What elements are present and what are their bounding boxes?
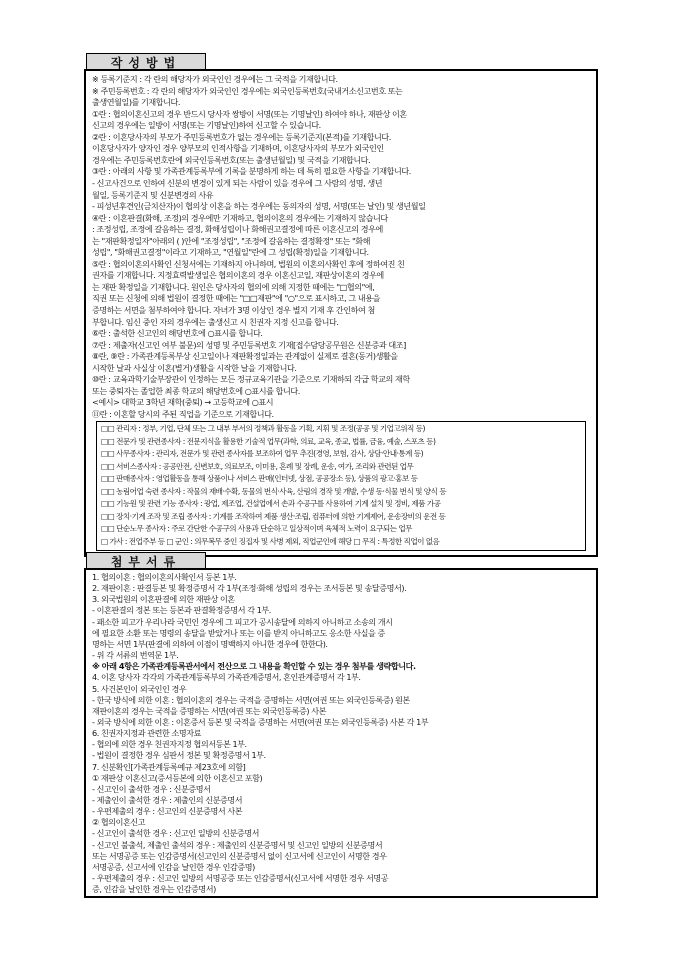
attachment-line: ※ 아래 4항은 가족관계등록관서에서 전산으로 그 내용을 확인할 수 있는 경우 첨부를 생략합니다. xyxy=(92,661,416,672)
instruction-line: ③란 : 아래의 사항 및 가족관계등록부에 기록을 분명하게 하는 데 특히 필요한 사항을 기재합니다. xyxy=(92,166,411,177)
job-category-line: □□ 단순노무 종사자 : 주로 간단한 수공구의 사용과 단순하고 일상적이며 육체적 노력이 요구되는 업무 xyxy=(101,524,412,533)
instruction-line: 경우에는 주민등록번호란에 외국인등록번호(또는 출생년월일) 및 국적을 기재합니다. xyxy=(92,154,371,165)
attachment-line: 증, 인감을 날인한 경우는 인감증명서) xyxy=(92,884,216,895)
attachment-line: 또는 서명공증 또는 인감증명서(신고인의 신분증명서 없이 신고서에 신고인이 서명한 경우 xyxy=(92,850,387,861)
instruction-line: 또는 중퇴자는 졸업한 최종 학교의 해당번호에 ○표시를 합니다. xyxy=(92,385,300,396)
instruction-line: 시작한 날과 사실상 이혼(별거)생활을 시작한 날을 기재합니다. xyxy=(92,362,297,373)
job-category-line: □ 가사 : 전업주부 등 □ 군인 : 의무복무 중인 징집자 및 사병 제외, 직업군인에 해당 □ 무직 : 특정한 직업이 없음 xyxy=(101,536,440,546)
job-category-line: □□ 관리자 : 정부, 기업, 단체 또는 그 내부 부서의 정책과 활동을 기획, 지휘 및 조정(공공 및 기업고위직 등) xyxy=(101,424,425,433)
job-category-line: □□ 장치·기계 조작 및 조립 종사자 : 기계를 조작하여 제품 생산·조립, 컴퓨터에 의한 기계제어, 운송장비의 운전 등 xyxy=(101,511,446,521)
instruction-line: 부합니다. 임신 중인 자의 경우에는 출생신고 시 친권자 지정 신고를 합니다. xyxy=(92,316,339,327)
attachment-line: 서명공증, 신고서에 인감을 날인한 경우 인감증명) xyxy=(92,861,255,872)
attachment-line: 에 필요한 소환 또는 명령의 송달을 받았거나 또는 이를 받지 아니하고도 응소한 사실을 증 xyxy=(92,627,385,638)
attachment-line: - 법원이 결정한 경우 심판서 정본 및 확정증명서 1부. xyxy=(92,750,266,761)
attachments-section-title: 첨부서류 xyxy=(86,552,206,569)
attachment-line: - 우편제출의 경우 : 신고인의 신분증명서 사본 xyxy=(92,806,243,817)
attachment-line: ① 재판상 이혼신고(증서등본에 의한 이혼신고 포함) xyxy=(92,772,263,783)
attachment-line: 2. 재판이혼 : 판결등본 및 확정증명서 각 1부(조정·화해 성립의 경우는 조서등본 및 송달증명서). xyxy=(92,583,407,594)
attachment-line: 명하는 서면 1부(판결에 의하여 이점이 명백하지 아니한 경우에 한한다). xyxy=(92,638,328,649)
instruction-line: - 신고사건으로 인하여 신분의 변경이 있게 되는 사람이 있을 경우에 그 사람의 성명, 생년 xyxy=(92,177,383,188)
instruction-line: 는 재판 확정일을 기재합니다. 원인은 당사자의 협의에 의해 지정한 때에는 "□협의"에, xyxy=(92,281,375,292)
attachment-line: - 신고인이 출석한 경우 : 신분증명서 xyxy=(92,783,211,794)
job-category-table xyxy=(96,421,586,551)
instruction-line: ⑧란, ⑨란 : 가족관계등록부상 신고일이나 재판확정일과는 관계없이 실제로 결혼(동거)생활을 xyxy=(92,351,398,362)
attachment-line: 4. 이혼 당사자 각각의 가족관계등록부의 가족관계증명서, 혼인관계증명서 각 1부. xyxy=(92,672,361,683)
method-section-title: 작성방법 xyxy=(86,53,206,70)
instruction-line: 신고의 경우에는 일방이 서명(또는 기명날인)하여 신고할 수 있습니다. xyxy=(92,120,321,131)
job-category-line: □□ 판매종사자 : 영업활동을 통해 상품이나 서비스 판매(인터넷, 상점, 공공장소 등), 상품의 광고·홍보 등 xyxy=(101,474,418,483)
instruction-line: 성립", "화해권고결정"이라고 기재하고, "연월일"란에 그 성립(확정)일을 기재합니다. xyxy=(92,247,369,258)
attachment-line: 1. 협의이혼 : 협의이혼의사확인서 등본 1부. xyxy=(92,572,237,582)
attachment-line: - 협의에 의한 경우 친권자지정 협의서등본 1부. xyxy=(92,739,247,750)
instruction-line: ⑩란 : 교육과학기술부장관이 인정하는 모든 정규교육기관을 기준으로 기재하되 각급 학교의 재학 xyxy=(92,374,410,385)
instruction-line: 권자를 기재합니다. 지정효력발생일은 협의이혼의 경우 이혼신고일, 재판상이혼의 경우에 xyxy=(92,270,384,281)
attachment-line: - 한국 방식에 의한 이혼 : 협의이혼의 경우는 국적을 증명하는 서면(여권 또는 외국인등록증) 원본 xyxy=(92,694,410,705)
instruction-line: ※ 등록기준지 : 각 란의 해당자가 외국인인 경우에는 그 국적을 기재합니다. xyxy=(92,74,338,84)
instruction-line: ⑪란 : 이혼할 당시의 주된 직업을 기준으로 기재합니다. xyxy=(92,408,274,419)
instruction-line: ①란 : 협의이혼신고의 경우 반드시 당사자 쌍방이 서명(또는 기명날인) 하여야 하나, 재판상 이혼 xyxy=(92,108,407,119)
attachment-line: - 신고인이 출석한 경우 : 신고인 일방의 신분증명서 xyxy=(92,828,259,839)
instruction-line: 증명하는 서면을 첨부하여야 합니다. 자녀가 3명 이상인 경우 별지 기재 후 간인하여 첨 xyxy=(92,305,375,315)
instruction-line: 출생연월일)를 기재합니다. xyxy=(92,97,181,108)
instruction-line: 직권 또는 신청에 의해 법원이 결정한 때에는 "□□재판"에 "○"으로 표시하고, 그 내용을 xyxy=(92,293,380,304)
attachments-box xyxy=(84,568,598,898)
attachment-line: 재판이혼의 경우는 국적을 증명하는 서면(여권 또는 외국인등록증) 사본 xyxy=(92,705,326,716)
job-category-line: □□ 사무종사자 : 관리자, 전문가 및 관련 종사자를 보조하여 업무 추진(경영, 보험, 감사, 상담·안내·통계 등) xyxy=(101,449,423,458)
job-category-line: □□ 농림어업 숙련 종사자 : 작물의 재배·수확, 동물의 번식·사육, 산림의 경작 및 개발, 수생 동·식물 번식 및 양식 등 xyxy=(101,486,446,496)
instruction-line: 는 "재판확정일자"아래의 ( )안에 "조정성립", "조정에 갈음하는 결정확정" 또는 "화해 xyxy=(92,235,370,246)
attachment-line: - 패소한 피고가 우리나라 국민인 경우에 그 피고가 공시송달에 의하지 아니하고 소송의 개시 xyxy=(92,616,393,627)
job-category-line: □□ 전문가 및 관련종사자 : 전문지식을 활용한 기술적 업무(과학, 의료, 교육, 종교, 법률, 금융, 예술, 스포츠 등) xyxy=(101,436,436,446)
attachment-line: - 위 각 서류의 번역문 1부. xyxy=(92,650,179,661)
instruction-line: 이혼당사자가 양자인 경우 양부모의 인적사항을 기재하며, 이혼당사자의 부모가 외국인인 xyxy=(92,143,384,154)
instruction-line: 월일, 등록기준지 및 신분변경의 사유 xyxy=(92,189,214,200)
method-box xyxy=(84,69,598,557)
instruction-line: - 피성년후견인(금치산자)이 협의상 이혼을 하는 경우에는 동의자의 성명, 서명(또는 날인) 및 생년월일 xyxy=(92,201,426,212)
attachment-line: 7. 신분확인[가족관계등록예규 제23호에 의함] xyxy=(92,761,246,772)
instruction-line: ②란 : 이혼당사자의 부모가 주민등록번호가 없는 경우에는 등록기준지(본적)를 기재합니다. xyxy=(92,131,391,142)
instruction-line: ⑥란 : 출석한 신고인의 해당번호에 ○표시를 합니다. xyxy=(92,328,263,339)
attachment-line: - 제출인이 출석한 경우 : 제출인의 신분증명서 xyxy=(92,795,243,805)
instruction-line: ⑤란 : 협의이혼의사확인 신청서에는 기재하지 아니하며, 법원의 이혼의사확인 후에 정하여진 친 xyxy=(92,258,405,269)
attachment-line: 3. 외국법원의 이혼판결에 의한 재판상 이혼 xyxy=(92,594,235,605)
attachment-line: 5. 사건본인이 외국인인 경우 xyxy=(92,683,187,694)
attachment-line: 6. 친권자지정과 관련한 소명자료 xyxy=(92,728,201,739)
instruction-line: : 조정성립, 조정에 갈음하는 결정, 화해성립이나 화해권고결정에 따른 이혼신고의 경우에 xyxy=(92,224,383,235)
instruction-line: ⑦란 : 제출자(신고인 여부 불문)의 성명 및 주민등록번호 기재[접수담당공무원은 신분증과 대조] xyxy=(92,339,406,350)
attachment-line: - 신고인 불출석, 제출인 출석의 경우 : 제출인의 신분증명서 및 신고인 일방의 신분증명서 xyxy=(92,839,383,850)
attachment-line: - 우편제출의 경우 : 신고인 일방의 서명공증 또는 인감증명서(신고서에 서명한 경우 서명공 xyxy=(92,873,389,884)
attachment-line: ② 협의이혼신고 xyxy=(92,817,146,828)
instruction-line: ※ 주민등록번호 : 각 란의 해당자가 외국인인 경우에는 외국인등록번호(국내거소신고번호 또는 xyxy=(92,85,403,96)
instruction-line: ④란 : 이혼판결(화해, 조정)의 경우에만 기재하고, 협의이혼의 경우에는 기재하지 않습니다 xyxy=(92,212,388,223)
attachment-line: - 이혼판결의 정본 또는 등본과 판결확정증명서 각 1부. xyxy=(92,605,271,616)
attachment-line: - 외국 방식에 의한 이혼 : 이혼증서 등본 및 국적을 증명하는 서면(여권 또는 외국인등록증) 사본 각 1부 xyxy=(92,716,429,727)
job-category-line: □□ 서비스종사자 : 공공안전, 신변보호, 의료보조, 이미용, 혼례 및 장례, 운송, 여가, 조리와 관련된 업무 xyxy=(101,461,414,471)
job-category-line: □□ 기능원 및 관련 기능 종사자 : 광업, 제조업, 건설업에서 손과 수공구를 사용하여 기계 설치 및 정비, 제품 가공 xyxy=(101,499,441,508)
instruction-line: <예시> 대학교 3학년 재학(중퇴) → 고등학교에 ○표시 xyxy=(92,397,274,408)
